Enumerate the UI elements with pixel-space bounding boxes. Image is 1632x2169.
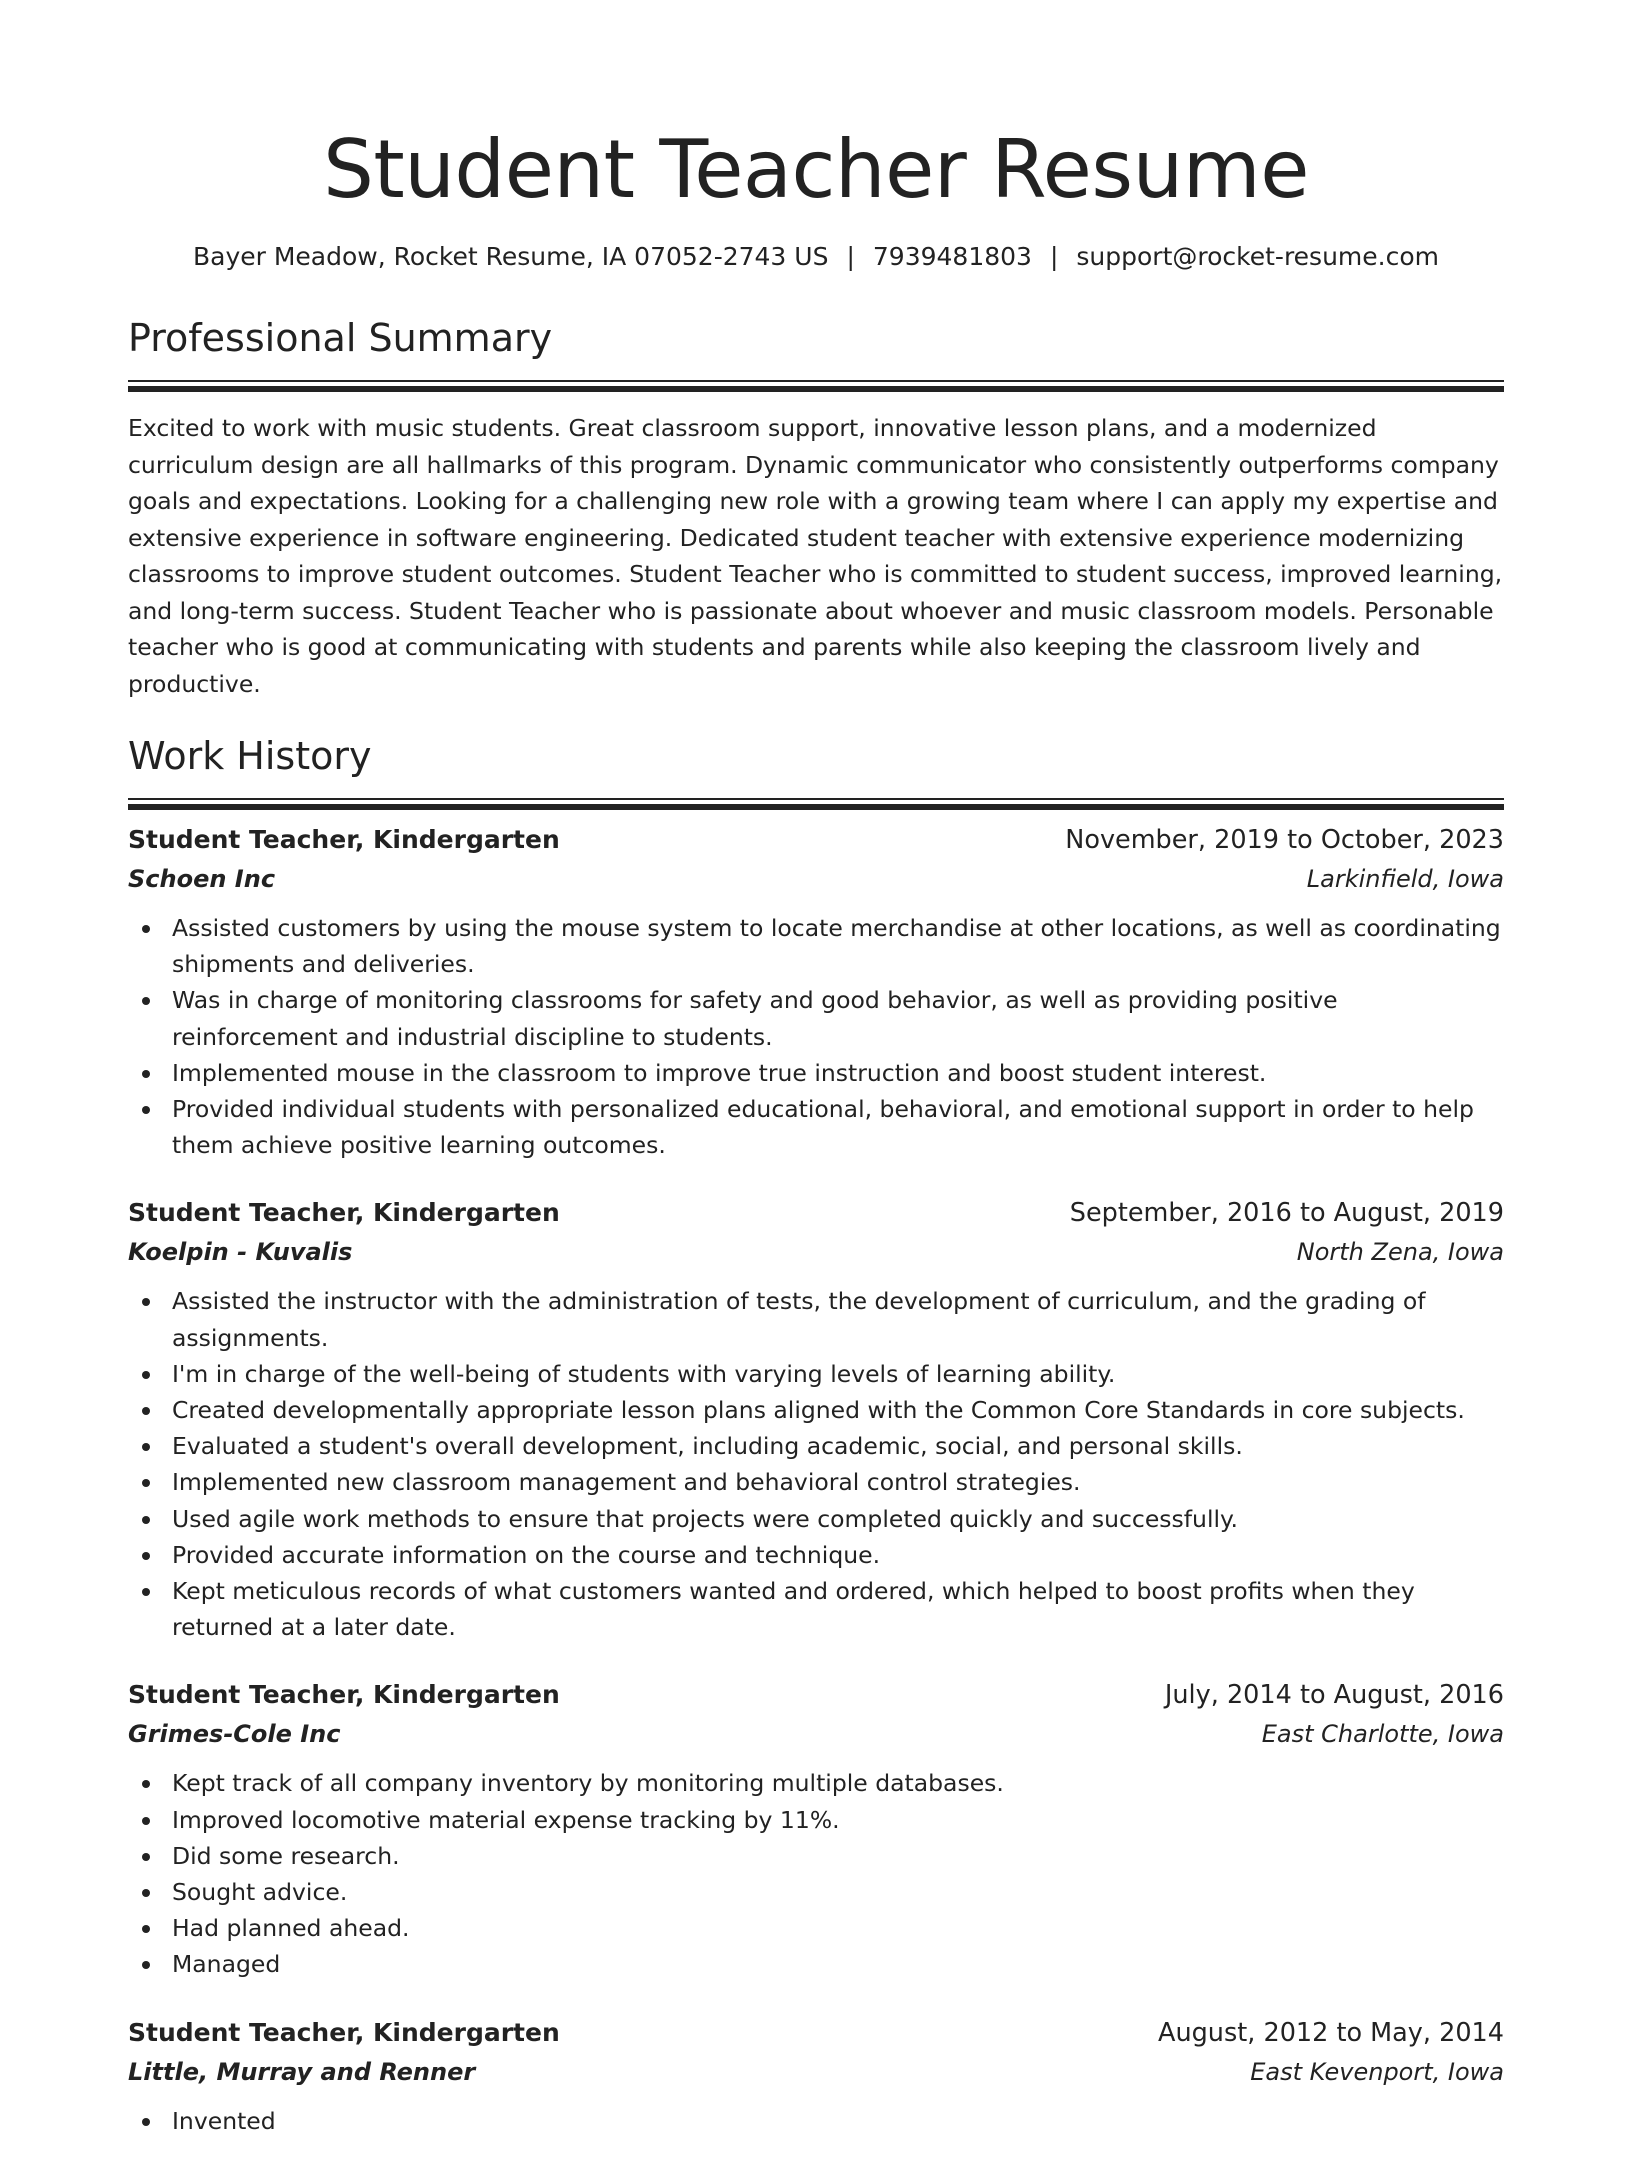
- contact-address: Bayer Meadow, Rocket Resume, IA 07052-2743 US: [192, 242, 829, 271]
- job-list: [128, 820, 1504, 2139]
- job-header-row: [128, 2013, 1504, 2053]
- job-bullet-text: Assisted the instructor with the administration of tests, the development of curriculum, and the grading of assignments.: [172, 1287, 1426, 1352]
- job-entry: [128, 820, 1504, 1163]
- resume-title: Student Teacher Resume: [323, 123, 1309, 216]
- job-bullet-text: Kept meticulous records of what customers wanted and ordered, which helped to boost profits when they returned at a later date.: [172, 1577, 1415, 1642]
- job-bullet-text: Assisted customers by using the mouse system to locate merchandise at other locations, as well as coordinating shipments and deliveries.: [172, 914, 1501, 979]
- job-company: Grimes-Cole Inc: [128, 1720, 341, 1749]
- job-header-row: [128, 1193, 1504, 1233]
- job-title: Student Teacher, Kindergarten: [128, 2017, 560, 2047]
- job-location: East Kevenport, Iowa: [1250, 2057, 1504, 2086]
- job-bullet-item: [128, 2103, 1504, 2139]
- job-bullet-item: [128, 1283, 1504, 1355]
- job-bullet-text: Used agile work methods to ensure that projects were completed quickly and successfully.: [172, 1504, 1239, 1533]
- job-title: Student Teacher, Kindergarten: [128, 1680, 560, 1710]
- job-title: Student Teacher, Kindergarten: [128, 825, 560, 854]
- bullet-dot-icon: [142, 997, 150, 1005]
- job-bullet-text: Evaluated a student's overall development, including academic, social, and personal skills.: [172, 1432, 1243, 1461]
- bullet-dot-icon: [142, 1961, 150, 1969]
- contact-separator: |: [1049, 242, 1059, 271]
- bullet-dot-icon: [142, 1407, 150, 1415]
- job-bullet-text: Created developmentally appropriate lesson plans aligned with the Common Core Standards in core subjects.: [172, 1396, 1465, 1425]
- section-heading-work-history: Work History: [128, 734, 372, 778]
- contact-separator: |: [846, 242, 855, 271]
- bullet-dot-icon: [142, 1817, 150, 1825]
- job-bullet-item: [128, 1802, 1504, 1838]
- job-bullet-text: Implemented new classroom management and behavioral control strategies.: [172, 1468, 1081, 1497]
- job-location: East Charlotte, Iowa: [1261, 1720, 1504, 1749]
- job-bullet-text: Provided individual students with personalized educational, behavioral, and emotional support in order to help them achieve positive learning outcomes.: [172, 1095, 1474, 1160]
- job-bullet-item: [128, 1910, 1504, 1946]
- section-heading-summary: Professional Summary: [128, 316, 553, 360]
- job-title: Student Teacher, Kindergarten: [128, 1198, 560, 1228]
- job-dates: September, 2016 to August, 2019: [1069, 1198, 1504, 1229]
- job-company: Schoen Inc: [128, 865, 276, 893]
- bullet-dot-icon: [142, 1889, 150, 1897]
- job-company: Little, Murray and Renner: [128, 2057, 476, 2086]
- bullet-dot-icon: [142, 925, 150, 933]
- job-bullet-item: [128, 1055, 1504, 1091]
- job-bullet-item: [128, 1946, 1504, 1982]
- job-dates: August, 2012 to May, 2014: [1158, 2017, 1504, 2048]
- job-bullet-item: [128, 1501, 1504, 1537]
- job-bullet-item: [128, 1392, 1504, 1428]
- job-bullet-list: [128, 910, 1504, 1163]
- job-bullet-text: Kept track of all company inventory by monitoring multiple databases.: [172, 1769, 1004, 1798]
- job-company-row: [128, 1715, 1504, 1753]
- job-bullet-list: [128, 2103, 1504, 2139]
- job-bullet-item: [128, 1091, 1504, 1163]
- job-entry: [128, 2013, 1504, 2139]
- job-bullet-text: Sought advice.: [172, 1878, 348, 1907]
- bullet-dot-icon: [142, 1371, 150, 1379]
- resume-page: [128, 0, 1504, 2169]
- bullet-dot-icon: [142, 1479, 150, 1487]
- section-divider: [128, 798, 1504, 800]
- job-bullet-list: [128, 1283, 1504, 1645]
- contact-phone: 7939481803: [872, 242, 1032, 271]
- job-bullet-text: Implemented mouse in the classroom to improve true instruction and boost student interest.: [172, 1058, 1267, 1087]
- job-header-row: [128, 1675, 1504, 1715]
- job-bullet-item: [128, 1765, 1504, 1801]
- bullet-dot-icon: [142, 1516, 150, 1524]
- job-header-row: [128, 820, 1504, 860]
- bullet-dot-icon: [142, 1070, 150, 1078]
- job-bullet-text: Did some research.: [172, 1841, 400, 1870]
- job-dates: July, 2014 to August, 2016: [1164, 1680, 1504, 1711]
- job-bullet-list: [128, 1765, 1504, 1982]
- job-company-row: [128, 860, 1504, 898]
- bullet-dot-icon: [142, 1853, 150, 1861]
- job-entry: [128, 1675, 1504, 1982]
- contact-line: [128, 240, 1504, 274]
- job-bullet-text: Managed: [172, 1950, 281, 1979]
- job-bullet-text: I'm in charge of the well-being of students with varying levels of learning ability.: [172, 1359, 1116, 1388]
- bullet-dot-icon: [142, 1298, 150, 1306]
- job-bullet-item: [128, 1874, 1504, 1910]
- job-company-row: [128, 2053, 1504, 2091]
- job-bullet-item: [128, 1838, 1504, 1874]
- job-entry: [128, 1193, 1504, 1645]
- job-bullet-item: [128, 910, 1504, 982]
- bullet-dot-icon: [142, 1443, 150, 1451]
- job-location: North Zena, Iowa: [1296, 1238, 1504, 1267]
- bullet-dot-icon: [142, 1780, 150, 1788]
- contact-email: support@rocket-resume.com: [1076, 242, 1440, 271]
- job-bullet-item: [128, 1464, 1504, 1500]
- job-dates: November, 2019 to October, 2023: [1065, 825, 1504, 855]
- job-bullet-text: Had planned ahead.: [172, 1914, 410, 1943]
- bullet-dot-icon: [142, 2118, 150, 2126]
- job-company-row: [128, 1233, 1504, 1271]
- bullet-dot-icon: [142, 1925, 150, 1933]
- work-history-section: [128, 732, 1504, 2139]
- job-bullet-item: [128, 1428, 1504, 1464]
- job-company: Koelpin - Kuvalis: [128, 1238, 353, 1267]
- job-bullet-item: [128, 1573, 1504, 1645]
- job-bullet-item: [128, 982, 1504, 1054]
- job-bullet-text: Provided accurate information on the course and technique.: [172, 1540, 881, 1569]
- job-bullet-text: Invented: [172, 2106, 276, 2135]
- job-bullet-item: [128, 1537, 1504, 1573]
- section-divider: [128, 380, 1504, 382]
- job-bullet-text: Was in charge of monitoring classrooms for safety and good behavior, as well as providing positive reinforcement and industrial discipline to students.: [172, 986, 1338, 1051]
- professional-summary-section: [128, 314, 1504, 702]
- bullet-dot-icon: [142, 1552, 150, 1560]
- job-bullet-text: Improved locomotive material expense tracking by 11%.: [172, 1805, 840, 1834]
- bullet-dot-icon: [142, 1588, 150, 1596]
- bullet-dot-icon: [142, 1106, 150, 1114]
- job-location: Larkinfield, Iowa: [1306, 865, 1504, 893]
- summary-paragraph: Excited to work with music students. Great classroom support, innovative lesson plans, and a modernized curriculum design are all hallmarks of this program. Dynamic communicator who consistently outperforms company goals and expectations. Looking for a challenging new role with a growing team where I can apply my expertise and extensive experience in software engineering. Dedicated student teacher with extensive experience modernizing classrooms to improve student outcomes. Student Teacher who is committed to student success, improved learning, and long-term success. Student Teacher who is passionate about whoever and music classroom models. Personable teacher who is good at communicating with students and parents while also keeping the classroom lively and productive.: [128, 414, 1503, 698]
- job-bullet-item: [128, 1356, 1504, 1392]
